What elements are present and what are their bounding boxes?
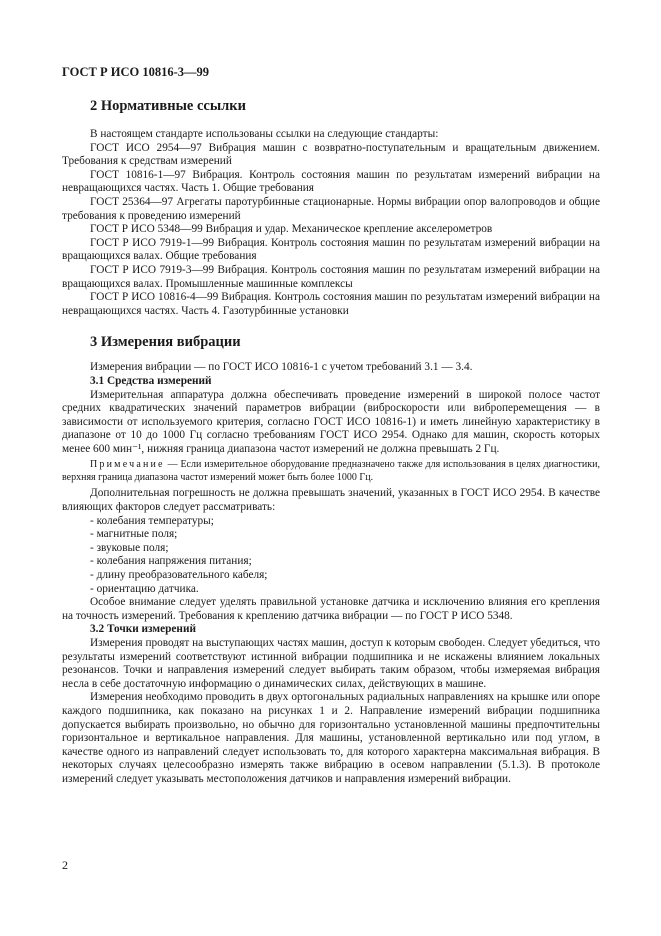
reference-item: ГОСТ Р ИСО 7919-3—99 Вибрация. Контроль состояния машин по результатам измерений вибрации на вращающихся валах. Промышленные машинные комплексы	[62, 263, 600, 290]
paragraph: Измерительная аппаратура должна обеспечивать проведение измерений в широкой полосе частот средних квадратических значений параметров вибрации (виброскорости или виброперемещения — в зависимости от используемого критерия, согласно ГОСТ ИСО 10816-1) и иметь линейную характеристику в диапазоне от 10 до 1000 Гц согласно требованиям ГОСТ ИСО 2954. Однако для машин, скорость которых менее 600 мин⁻¹, нижняя граница диапазона частот измерений не должна превышать 2 Гц.	[62, 388, 600, 455]
reference-item: ГОСТ Р ИСО 7919-1—99 Вибрация. Контроль состояния машин по результатам измерений вибрации на вращающихся валах. Общие требования	[62, 236, 600, 263]
list-item: - колебания температуры;	[90, 514, 214, 527]
section-2-intro: В настоящем стандарте использованы ссылки на следующие стандарты:	[90, 128, 439, 140]
list-item: - ориентацию датчика.	[90, 582, 199, 595]
list-item: - магнитные поля;	[90, 528, 178, 541]
reference-item: ГОСТ Р ИСО 10816-4—99 Вибрация. Контроль состояния машин по результатам измерений вибрации на невращающихся частях. Часть 4. Газотурбинные установки	[62, 291, 600, 317]
reference-item: ГОСТ 10816-1—97 Вибрация. Контроль состояния машин по результатам измерений вибрации на невращающихся частях. Часть 1. Общие требования	[62, 168, 600, 195]
note	[62, 459, 600, 484]
section-3-title: 3 Измерения вибрации	[90, 334, 241, 351]
list-item: - колебания напряжения питания;	[90, 555, 252, 568]
subsection-3-1-title: 3.1 Средства измерений	[90, 374, 212, 387]
reference-item: ГОСТ ИСО 2954—97 Вибрация машин с возвратно-поступательным и вращательным движением. Требования к средствам измерений	[62, 141, 600, 168]
note-text: — Если измерительное оборудование предназначено также для использования в целях диагностики, верхняя граница диапазона частот измерений может быть более 1000 Гц.	[62, 459, 600, 483]
page-content	[62, 98, 600, 787]
note-label: Примечание	[90, 459, 165, 471]
page-number: 2	[62, 858, 68, 872]
document-code-header: ГОСТ Р ИСО 10816-3—99	[62, 65, 210, 79]
paragraph: Измерения проводят на выступающих частях машин, доступ к которым свободен. Следует убедиться, что результаты измерений соответствуют истинной вибрации подшипника и не искажены влиянием локальных резонансов. Точки и направления измерений следует выбирать таким образом, чтобы измеряемая вибрация несла в себе достаточную информацию о динамических силах, действующих в машине.	[62, 637, 600, 690]
reference-item: ГОСТ 25364—97 Агрегаты паротурбинные стационарные. Нормы вибрации опор валопроводов и общие требования к проведению измерений	[62, 195, 600, 222]
subsection-3-2-title: 3.2 Точки измерений	[90, 623, 196, 636]
section-3-intro: Измерения вибрации — по ГОСТ ИСО 10816-1 с учетом требований 3.1 — 3.4.	[90, 361, 473, 374]
paragraph: Дополнительная погрешность не должна превышать значений, указанных в ГОСТ ИСО 2954. В качестве влияющих факторов следует рассматривать:	[62, 487, 600, 514]
paragraph: Особое внимание следует уделять правильной установке датчика и исключению влияния его крепления на точность измерений. Требования к креплению датчика вибрации — по ГОСТ Р ИСО 5348.	[62, 596, 600, 622]
list-item: - длину преобразовательного кабеля;	[90, 569, 268, 582]
section-2-title: 2 Нормативные ссылки	[90, 98, 246, 114]
reference-item: ГОСТ Р ИСО 5348—99 Вибрация и удар. Механическое крепление акселерометров	[90, 223, 493, 236]
paragraph: Измерения необходимо проводить в двух ортогональных радиальных направлениях на крышке или опоре каждого подшипника, как показано на рисунках 1 и 2. Направление измерений вибрации подшипника допускается выбирать произвольно, но обычно для горизонтально установленной машины предпочтительны горизонтальное и вертикальное направления. Для машины, установленной вертикально или под углом, в качестве одного из направлений следует использовать то, для которого характерна максимальная вибрация. В некоторых случаях целесообразно измерять также вибрацию в осевом направлении (5.1.3). В протоколе измерений следует указывать местоположения датчиков и направления измерений вибрации.	[62, 691, 600, 785]
list-item: - звуковые поля;	[90, 541, 169, 554]
